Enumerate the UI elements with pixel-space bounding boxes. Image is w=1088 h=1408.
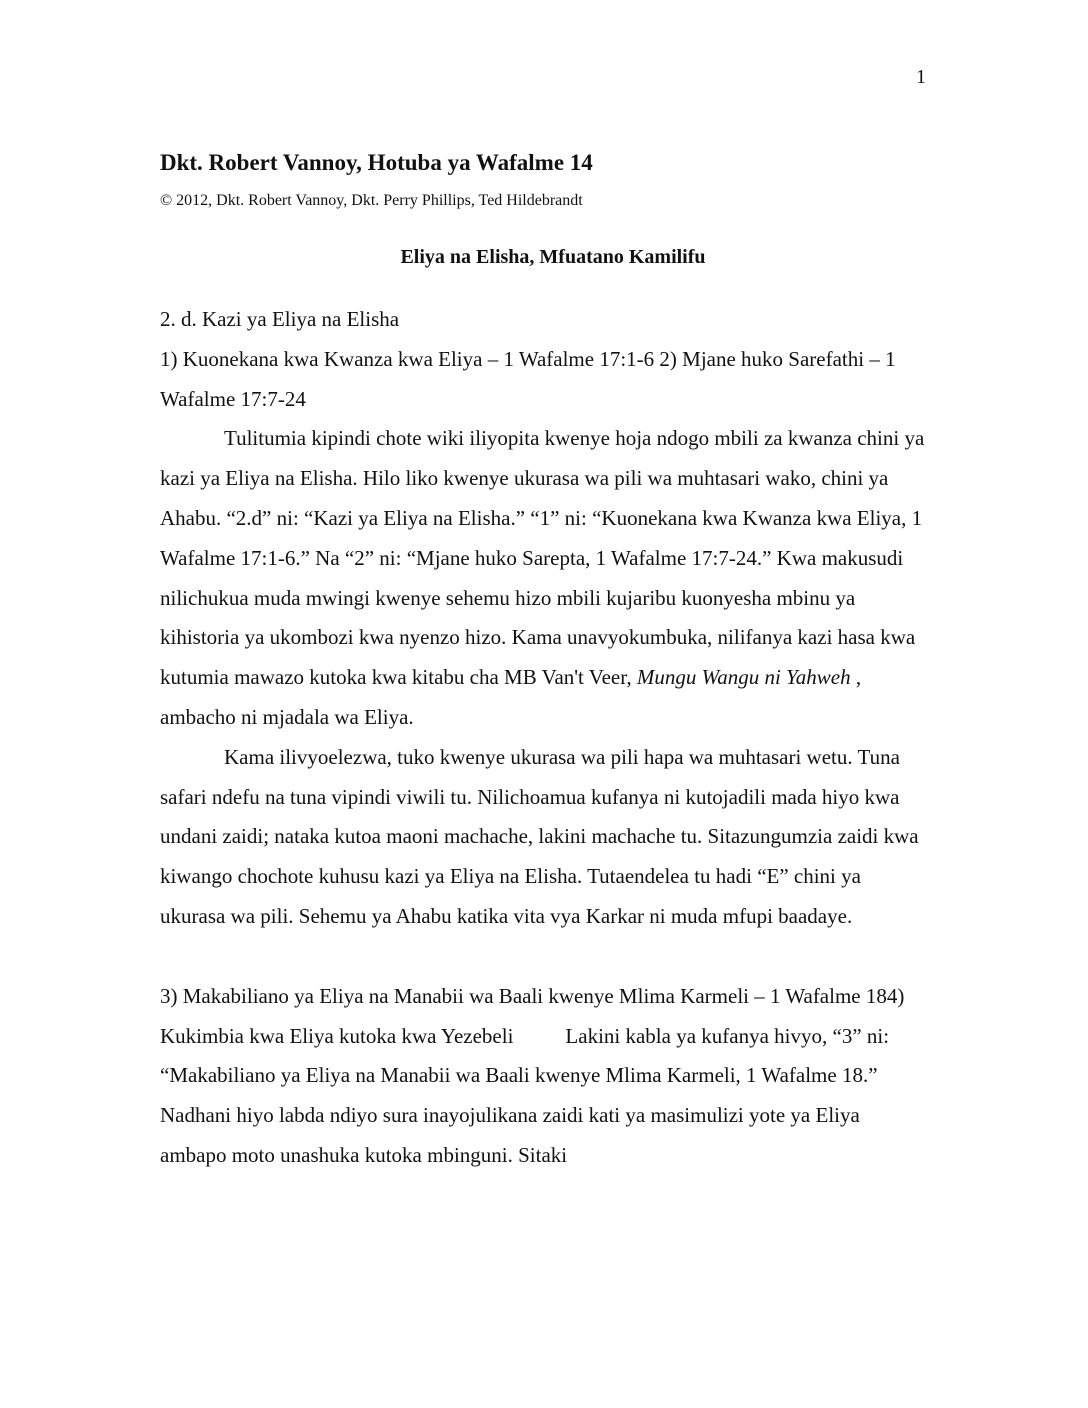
page-number: 1 — [916, 66, 926, 88]
document-title: Dkt. Robert Vannoy, Hotuba ya Wafalme 14 — [160, 150, 593, 175]
paragraph-3 — [160, 977, 928, 1176]
paragraph-1 — [160, 419, 928, 737]
paragraph-3-body: Lakini kabla ya kufanya hivyo, “3” ni: “Makabiliano ya Eliya na Manabii wa Baali kwenye Mlima Karmeli, 1 Wafalme 18.” Nadhani hiyo labda ndiyo sura inayojulikana zaidi kati ya masimulizi yote ya Eliya ambapo moto unashuka kutoka mbinguni. Sitaki — [160, 1023, 890, 1167]
paragraph-2: Kama ilivyoelezwa, tuko kwenye ukurasa wa pili hapa wa muhtasari wetu. Tuna safari ndefu na tuna vipindi viwili tu. Nilichoamua kufanya ni kutojadili mada hiyo kwa undani zaidi; nataka kutoa maoni machache, lakini machache tu. Sitazungumzia zaidi kwa kiwango chochote kuhusu kazi ya Eliya na Elisha. Tutaendelea tu hadi “E” chini ya ukurasa wa pili. Sehemu ya Ahabu katika vita vya Karkar ni muda mfupi baadaye. — [160, 744, 919, 928]
section-heading: Eliya na Elisha, Mfuatano Kamilifu — [400, 246, 706, 268]
document-body — [160, 300, 928, 1176]
outline-heading: 2. d. Kazi ya Eliya na Elisha — [160, 307, 400, 331]
outline-items: 1) Kuonekana kwa Kwanza kwa Eliya – 1 Wafalme 17:1-6 2) Mjane huko Sarefathi – 1 Wafalme 17:7-24 — [160, 346, 896, 411]
paragraph-3-heading: 3) Makabiliano ya Eliya na Manabii wa Baali kwenye Mlima Karmeli – 1 Wafalme 184) Kukimbia kwa Eliya kutoka kwa Yezebeli — [160, 983, 905, 1048]
paragraph-gap — [160, 937, 928, 977]
paragraph-1-text: Tulitumia kipindi chote wiki iliyopita kwenye hoja ndogo mbili za kwanza chini ya kazi ya Eliya na Elisha. Hilo liko kwenye ukurasa wa pili wa muhtasari wako, chini ya Ahabu. “2.d” ni: “Kazi ya Eliya na Elisha.” “1” ni: “Kuonekana kwa Kwanza kwa Eliya, 1 Wafalme 17:1-6.” Na “2” ni: “Mjane huko Sarepta, 1 Wafalme 17:7-24.” Kwa makusudi nilichukua muda mwingi kwenye sehemu hizo mbili kujaribu kuonyesha mbinu ya kihistoria ya ukombozi kwa nyenzo hizo. Kama unavyokumbuka, nilifanya kazi hasa kwa kutumia mawazo kutoka kwa kitabu cha MB Van't Veer, — [160, 426, 925, 690]
book-title: Mungu Wangu ni Yahweh — [636, 665, 851, 690]
paragraph-1-tail: , ambacho ni mjadala wa Eliya. — [160, 665, 862, 729]
copyright-line: © 2012, Dkt. Robert Vannoy, Dkt. Perry Phillips, Ted Hildebrandt — [160, 192, 583, 209]
